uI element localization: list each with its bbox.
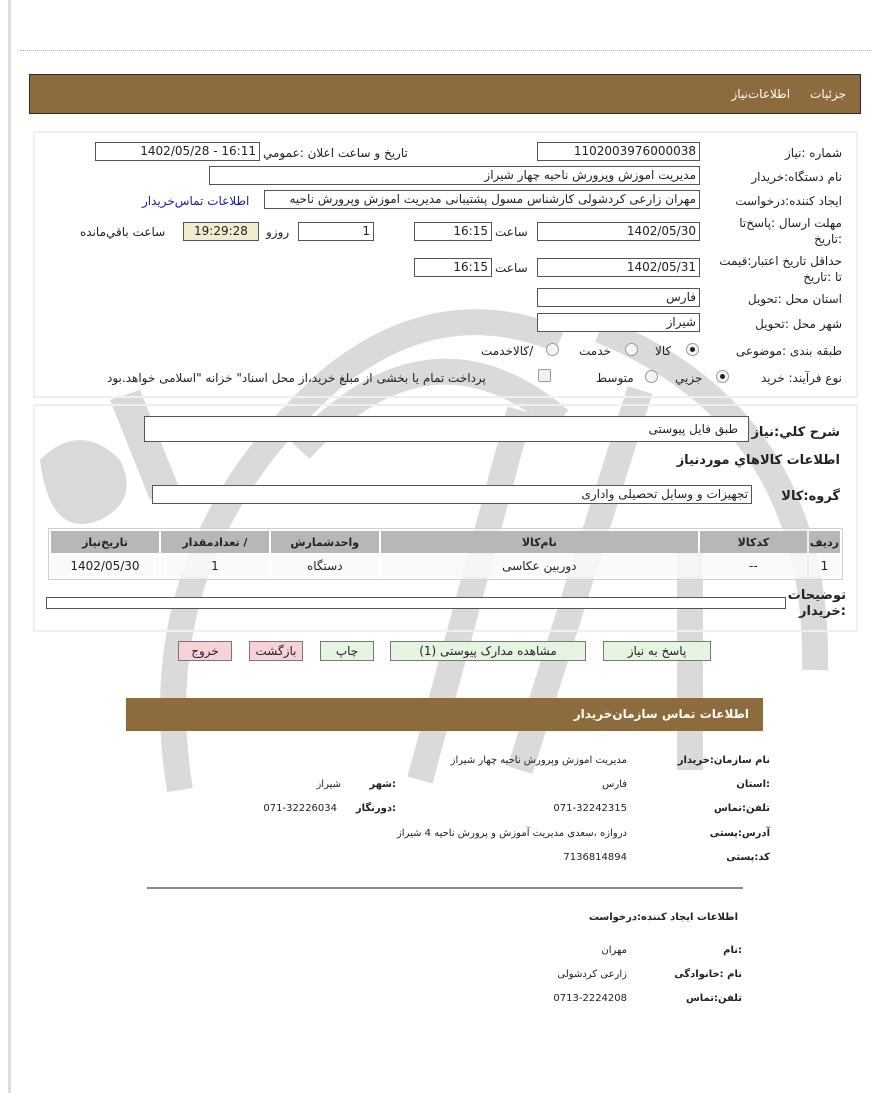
creator-field[interactable]: مهران زارعی کردشولی کارشناس مسول پشتیبانی مدیریت اموزش وپرورش ناحیه	[264, 190, 700, 209]
buyer-notes-label-2: :خریدار	[799, 604, 846, 619]
goods-table	[48, 528, 843, 580]
top-divider	[20, 50, 872, 51]
reply-to-need-button[interactable]: پاسخ به نیاز	[603, 641, 711, 661]
buyer-notes-label-1: توضیحات	[787, 588, 846, 603]
goods-info-title: اطلاعات کالاهاي موردنیاز	[676, 453, 840, 468]
category-goods-service-label: /کالاخدمت	[481, 344, 534, 358]
process-radio-minor[interactable]	[716, 370, 729, 383]
buyer-phone-label: تلفن:تماس	[713, 803, 770, 814]
need-number-field[interactable]: 1102003976000038	[537, 142, 700, 161]
process-radio-medium[interactable]	[645, 370, 658, 383]
buyer-contact-header: اطلاعات تماس سازمان‌خریدار	[126, 698, 763, 731]
treasury-payment-checkbox[interactable]	[538, 369, 551, 382]
category-radio-goods-service[interactable]	[546, 343, 559, 356]
deadline-date-field[interactable]: 1402/05/30	[537, 222, 700, 241]
buyer-city-label: :شهر	[369, 779, 396, 790]
validity-time-label: ساعت	[495, 261, 528, 275]
validity-label-1: حداقل تاریخ اعتبار:قیمت	[719, 254, 842, 268]
summary-field[interactable]: طبق فایل پیوستی	[144, 416, 749, 442]
creator-phone-label: تلفن:تماس	[685, 993, 742, 1004]
buyer-city-value: شیراز	[316, 779, 341, 790]
cell-quantity: 1	[161, 555, 269, 577]
buyer-province-value: فارس	[602, 779, 627, 790]
buyer-org-field[interactable]: مدیریت اموزش وپرورش ناحیه چهار شیراز	[209, 166, 700, 185]
cell-unit: دستگاه	[271, 555, 379, 577]
col-row-number: ردیف	[809, 531, 840, 553]
creator-family-value: زارعی کردشولی	[557, 969, 627, 980]
time-remaining-label: ساعت باقي‌مانده	[80, 225, 166, 239]
buyer-address-value: دروازه ،سعدی مدیریت آموزش و پرورش ناحیه 4 شیراز	[396, 828, 627, 839]
validity-time-field[interactable]: 16:15	[414, 258, 492, 277]
creator-family-label: نام :خانوادگی	[674, 969, 742, 980]
deadline-label-2: :تاریخ	[814, 232, 842, 246]
buyer-postal-code-label: کد:پستی	[726, 852, 770, 863]
creator-name-value: مهران	[601, 945, 627, 956]
creator-contact-title: اطلاعات ایجاد کننده:درخواست	[588, 912, 738, 923]
process-type-label: نوع فرآیند: خرید	[761, 371, 842, 385]
deadline-time-field[interactable]: 16:15	[414, 222, 492, 241]
deadline-label-1: مهلت ارسال :پاسخ‌تا	[739, 216, 842, 230]
col-goods-name: نام‌کالا	[381, 531, 698, 553]
table-header-row	[51, 531, 840, 553]
back-button[interactable]: بازگشت	[249, 641, 303, 661]
validity-label-2: تا :تاریخ	[803, 270, 842, 284]
buyer-fax-label: :دورنگار	[355, 803, 396, 814]
buyer-org-name-label: نام سازمان:خریدار	[677, 755, 770, 766]
buyer-province-label: :استان	[736, 779, 770, 790]
page-left-border	[8, 0, 11, 1093]
view-attachments-button[interactable]: مشاهده مدارک پیوستی (1)	[390, 641, 586, 661]
col-goods-code: کدکالا	[700, 531, 807, 553]
buyer-contact-link[interactable]: اطلاعات تماس‌خریدار	[142, 194, 250, 208]
process-minor-label: جزيي	[675, 371, 703, 385]
print-button[interactable]: چاپ	[320, 641, 374, 661]
category-service-label: خدمت	[579, 344, 611, 358]
announce-label: تاریخ و ساعت اعلان :عمومي	[263, 146, 408, 160]
tab-need-info[interactable]: اطلاعات‌نیاز	[731, 87, 791, 101]
province-label: استان محل :تحویل	[747, 292, 842, 306]
buyer-phone-value: 071-32242315	[553, 803, 627, 814]
cell-goods-name: دوربین عکاسی	[381, 555, 698, 577]
col-unit: واحدشمارش	[271, 531, 379, 553]
category-radio-service[interactable]	[625, 343, 638, 356]
table-row	[51, 555, 840, 577]
cell-row-number: 1	[809, 555, 840, 577]
exit-button[interactable]: خروج	[178, 641, 232, 661]
cell-goods-code: --	[700, 555, 807, 577]
summary-label: شرح کلي:نیاز	[751, 425, 840, 440]
creator-name-label: :نام	[723, 945, 742, 956]
process-medium-label: متوسط	[596, 371, 634, 385]
creator-label: ایجاد کننده:درخواست	[735, 194, 842, 208]
category-radio-goods[interactable]	[686, 343, 699, 356]
buyer-notes-field[interactable]	[46, 597, 786, 609]
creator-phone-value: 0713-2224208	[553, 993, 627, 1004]
buyer-address-label: آدرس:پستی	[709, 828, 770, 839]
days-label: روزو	[266, 225, 290, 239]
buyer-postal-code-value: 7136814894	[563, 852, 627, 863]
need-number-label: شماره :نیاز	[785, 146, 842, 160]
validity-date-field[interactable]: 1402/05/31	[537, 258, 700, 277]
page-header-bar	[29, 74, 861, 114]
goods-group-field[interactable]: تجهیزات و وسایل تحصیلی واداری	[152, 485, 752, 504]
col-need-date: تاریخ‌نیاز	[51, 531, 159, 553]
category-label: طبقه بندی :موضوعی	[735, 344, 842, 358]
tab-details[interactable]: جزئیات	[810, 87, 846, 101]
section-divider	[147, 887, 743, 889]
buyer-org-label: نام دستگاه:خریدار	[751, 170, 842, 184]
deadline-time-label: ساعت	[495, 225, 528, 239]
city-label: شهر محل :تحویل	[755, 317, 842, 331]
goods-group-label: گروه:کالا	[781, 489, 840, 504]
province-field[interactable]: فارس	[537, 288, 700, 307]
buyer-org-name-value: مدیریت اموزش وپرورش ناحیه چهار شیراز	[450, 755, 627, 766]
time-remaining-field: 19:29:28	[183, 222, 259, 241]
treasury-payment-label: پرداخت تمام یا بخشی از مبلغ خرید،از محل اسناد" خزانه "اسلامی خواهد.بود	[107, 371, 486, 385]
announce-datetime-field[interactable]: 1402/05/28 - 16:11	[95, 142, 260, 161]
category-goods-label: کالا	[655, 344, 672, 358]
days-remaining-field[interactable]: 1	[298, 222, 374, 241]
cell-need-date: 1402/05/30	[51, 555, 159, 577]
buyer-fax-value: 071-32226034	[263, 803, 337, 814]
city-field[interactable]: شیراز	[537, 313, 700, 332]
col-quantity: / تعدادمقدار	[161, 531, 269, 553]
